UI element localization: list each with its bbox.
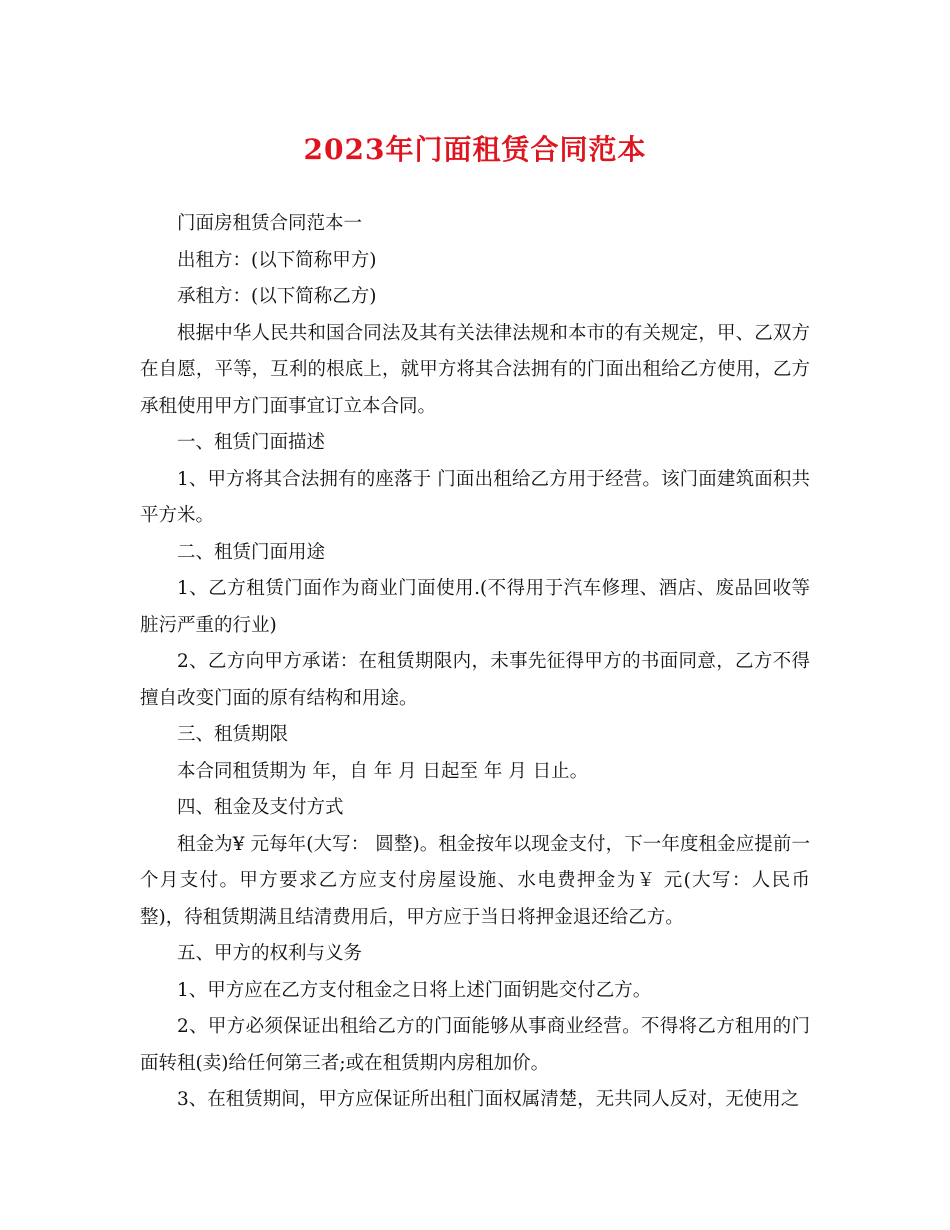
paragraph-usage-1: 1、乙方租赁门面作为商业门面使用.(不得用于汽车修理、酒店、废品回收等脏污严重的行业) [140,578,810,636]
section-heading-usage: 二、租赁门面用途 [177,541,326,563]
document-body [140,206,810,1119]
document-title: 2023年门面租赁合同范本 [303,133,647,166]
section-heading-description: 一、租赁门面描述 [177,432,326,453]
paragraph-usage-2: 2、乙方向甲方承诺：在租赁期限内，未事先征得甲方的书面同意，乙方不得擅自改变门面的原有结构和用途。 [140,651,810,709]
paragraph-lessor-rights-2: 2、甲方必须保证出租给乙方的门面能够从事商业经营。不得将乙方租用的门面转租(卖)给任何第三者;或在租赁期内房租加价。 [140,1016,810,1074]
paragraph-description-1: 1、甲方将其合法拥有的座落于 门面出租给乙方用于经营。该门面建筑面积共 平方米。 [140,468,810,526]
paragraph-lessor: 出租方：(以下简称甲方) [177,249,377,271]
paragraph-preamble: 根据中华人民共和国合同法及其有关法律法规和本市的有关规定，甲、乙双方在自愿，平等，互利的根底上，就甲方将其合法拥有的门面出租给乙方使用，乙方承租使用甲方门面事宜订立本合同。 [140,322,810,417]
paragraph-lessor-rights-1: 1、甲方应在乙方支付租金之日将上述门面钥匙交付乙方。 [177,979,652,1001]
paragraph-lessee: 承租方：(以下简称乙方) [177,286,377,307]
paragraph-lessor-rights-3: 3、在租赁期间，甲方应保证所出租门面权属清楚，无共同人反对，无使用之 [177,1089,800,1110]
section-heading-lessor-rights: 五、甲方的权利与义务 [177,943,363,964]
paragraph-term: 本合同租赁期为 年，自 年 月 日起至 年 月 日止。 [177,760,589,782]
paragraph-rent: 租金为¥ 元每年(大写： 圆整)。租金按年以现金支付，下一年度租金应提前一个月支付。甲方要求乙方应支付房屋设施、水电费押金为￥ 元(大写：人民币 整)，待租赁期满且结清费用后，甲方应于当日将押金退还给乙方。 [140,833,810,928]
section-heading-term: 三、租赁期限 [177,724,289,745]
paragraph-template-heading: 门面房租赁合同范本一 [177,213,363,234]
section-heading-rent: 四、租金及支付方式 [177,797,344,818]
